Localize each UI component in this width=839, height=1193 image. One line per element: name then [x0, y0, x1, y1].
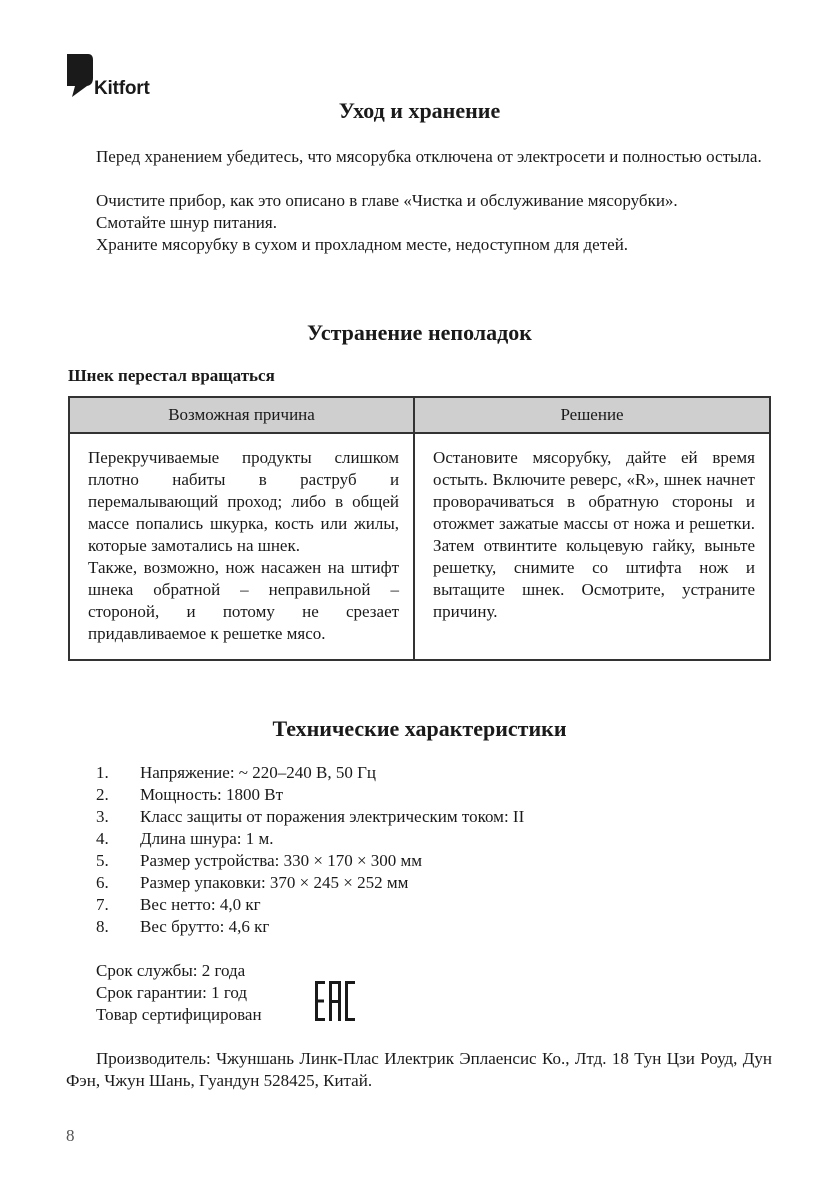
brand-name: Kitfort [94, 78, 150, 99]
list-item: 3. Класс защиты от поражения электрическим током: II [96, 807, 525, 826]
care-paragraph-2: Очистите прибор, как это описано в главе «Чистка и обслуживание мясорубки». [96, 191, 678, 210]
specs-title: Технические характеристики [272, 716, 567, 741]
problem-heading: Шнек перестал вращаться [68, 366, 275, 385]
kitfort-logo-icon [66, 52, 96, 100]
care-paragraph-1: Перед хранением убедитесь, что мясорубка отключена от электросети и полностью остыла. [96, 147, 762, 166]
solution-text: Остановите мясорубку, дайте ей время остыть. Включите реверс, «R», шнек начнет проворачиваться в обратную стороны и отожмет зажатые массы от ножа и решетки. Затем отвинтите кольцевую гайку, выньте решетку, снимите со штифта нож и вытащите шнек. Осмотрите, устраните причину. [433, 448, 755, 621]
care-title: Уход и хранение [338, 98, 501, 123]
cause-text-1: Перекручиваемые продукты слишком плотно набиты в раструб и перемалывающий проход; либо в общей массе попались шкурка, кость или жилы, которые замотались на шнек. [88, 448, 400, 555]
cause-text-2: Также, возможно, нож насажен на штифт шнека обратной – неправильной – стороной, и потому не срезает придавливаемое к решетке мясо. [88, 558, 400, 643]
table-header-row [69, 397, 770, 433]
table-row [69, 433, 770, 660]
cause-header: Возможная причина [69, 397, 414, 433]
solution-header: Решение [414, 397, 770, 433]
eac-certification-icon [314, 980, 356, 1022]
page-number: 8 [66, 1126, 75, 1145]
certification-note: Товар сертифицирован [96, 1005, 262, 1024]
kitfort-logo [66, 52, 186, 102]
list-item: 8. Вес брутто: 4,6 кг [96, 917, 270, 936]
solution-cell [414, 433, 770, 660]
list-item: 2. Мощность: 1800 Вт [96, 785, 284, 804]
warranty-period: Срок гарантии: 1 год [96, 983, 248, 1002]
care-paragraph-3: Смотайте шнур питания. [96, 213, 277, 232]
list-item: 5. Размер устройства: 330 × 170 × 300 мм [96, 851, 423, 870]
cause-cell [69, 433, 414, 660]
manufacturer-info: Производитель: Чжуншань Линк-Плас Илектрик Эплаенсис Ко., Лтд. 18 Тун Цзи Роуд, Дун Фэн, Чжун Шань, Гуандун 528425, Китай. [66, 1049, 772, 1090]
care-paragraph-4: Храните мясорубку в сухом и прохладном месте, недоступном для детей. [96, 235, 629, 254]
list-item: 4. Длина шнура: 1 м. [96, 829, 274, 848]
troubleshooting-table [68, 396, 771, 661]
troubleshooting-title: Устранение неполадок [307, 320, 532, 345]
list-item: 1. Напряжение: ~ 220–240 В, 50 Гц [96, 763, 377, 782]
service-life: Срок службы: 2 года [96, 961, 246, 980]
service-info [96, 960, 262, 1026]
list-item: 7. Вес нетто: 4,0 кг [96, 895, 261, 914]
specs-list [96, 762, 524, 938]
list-item: 6. Размер упаковки: 370 × 245 × 252 мм [96, 873, 409, 892]
